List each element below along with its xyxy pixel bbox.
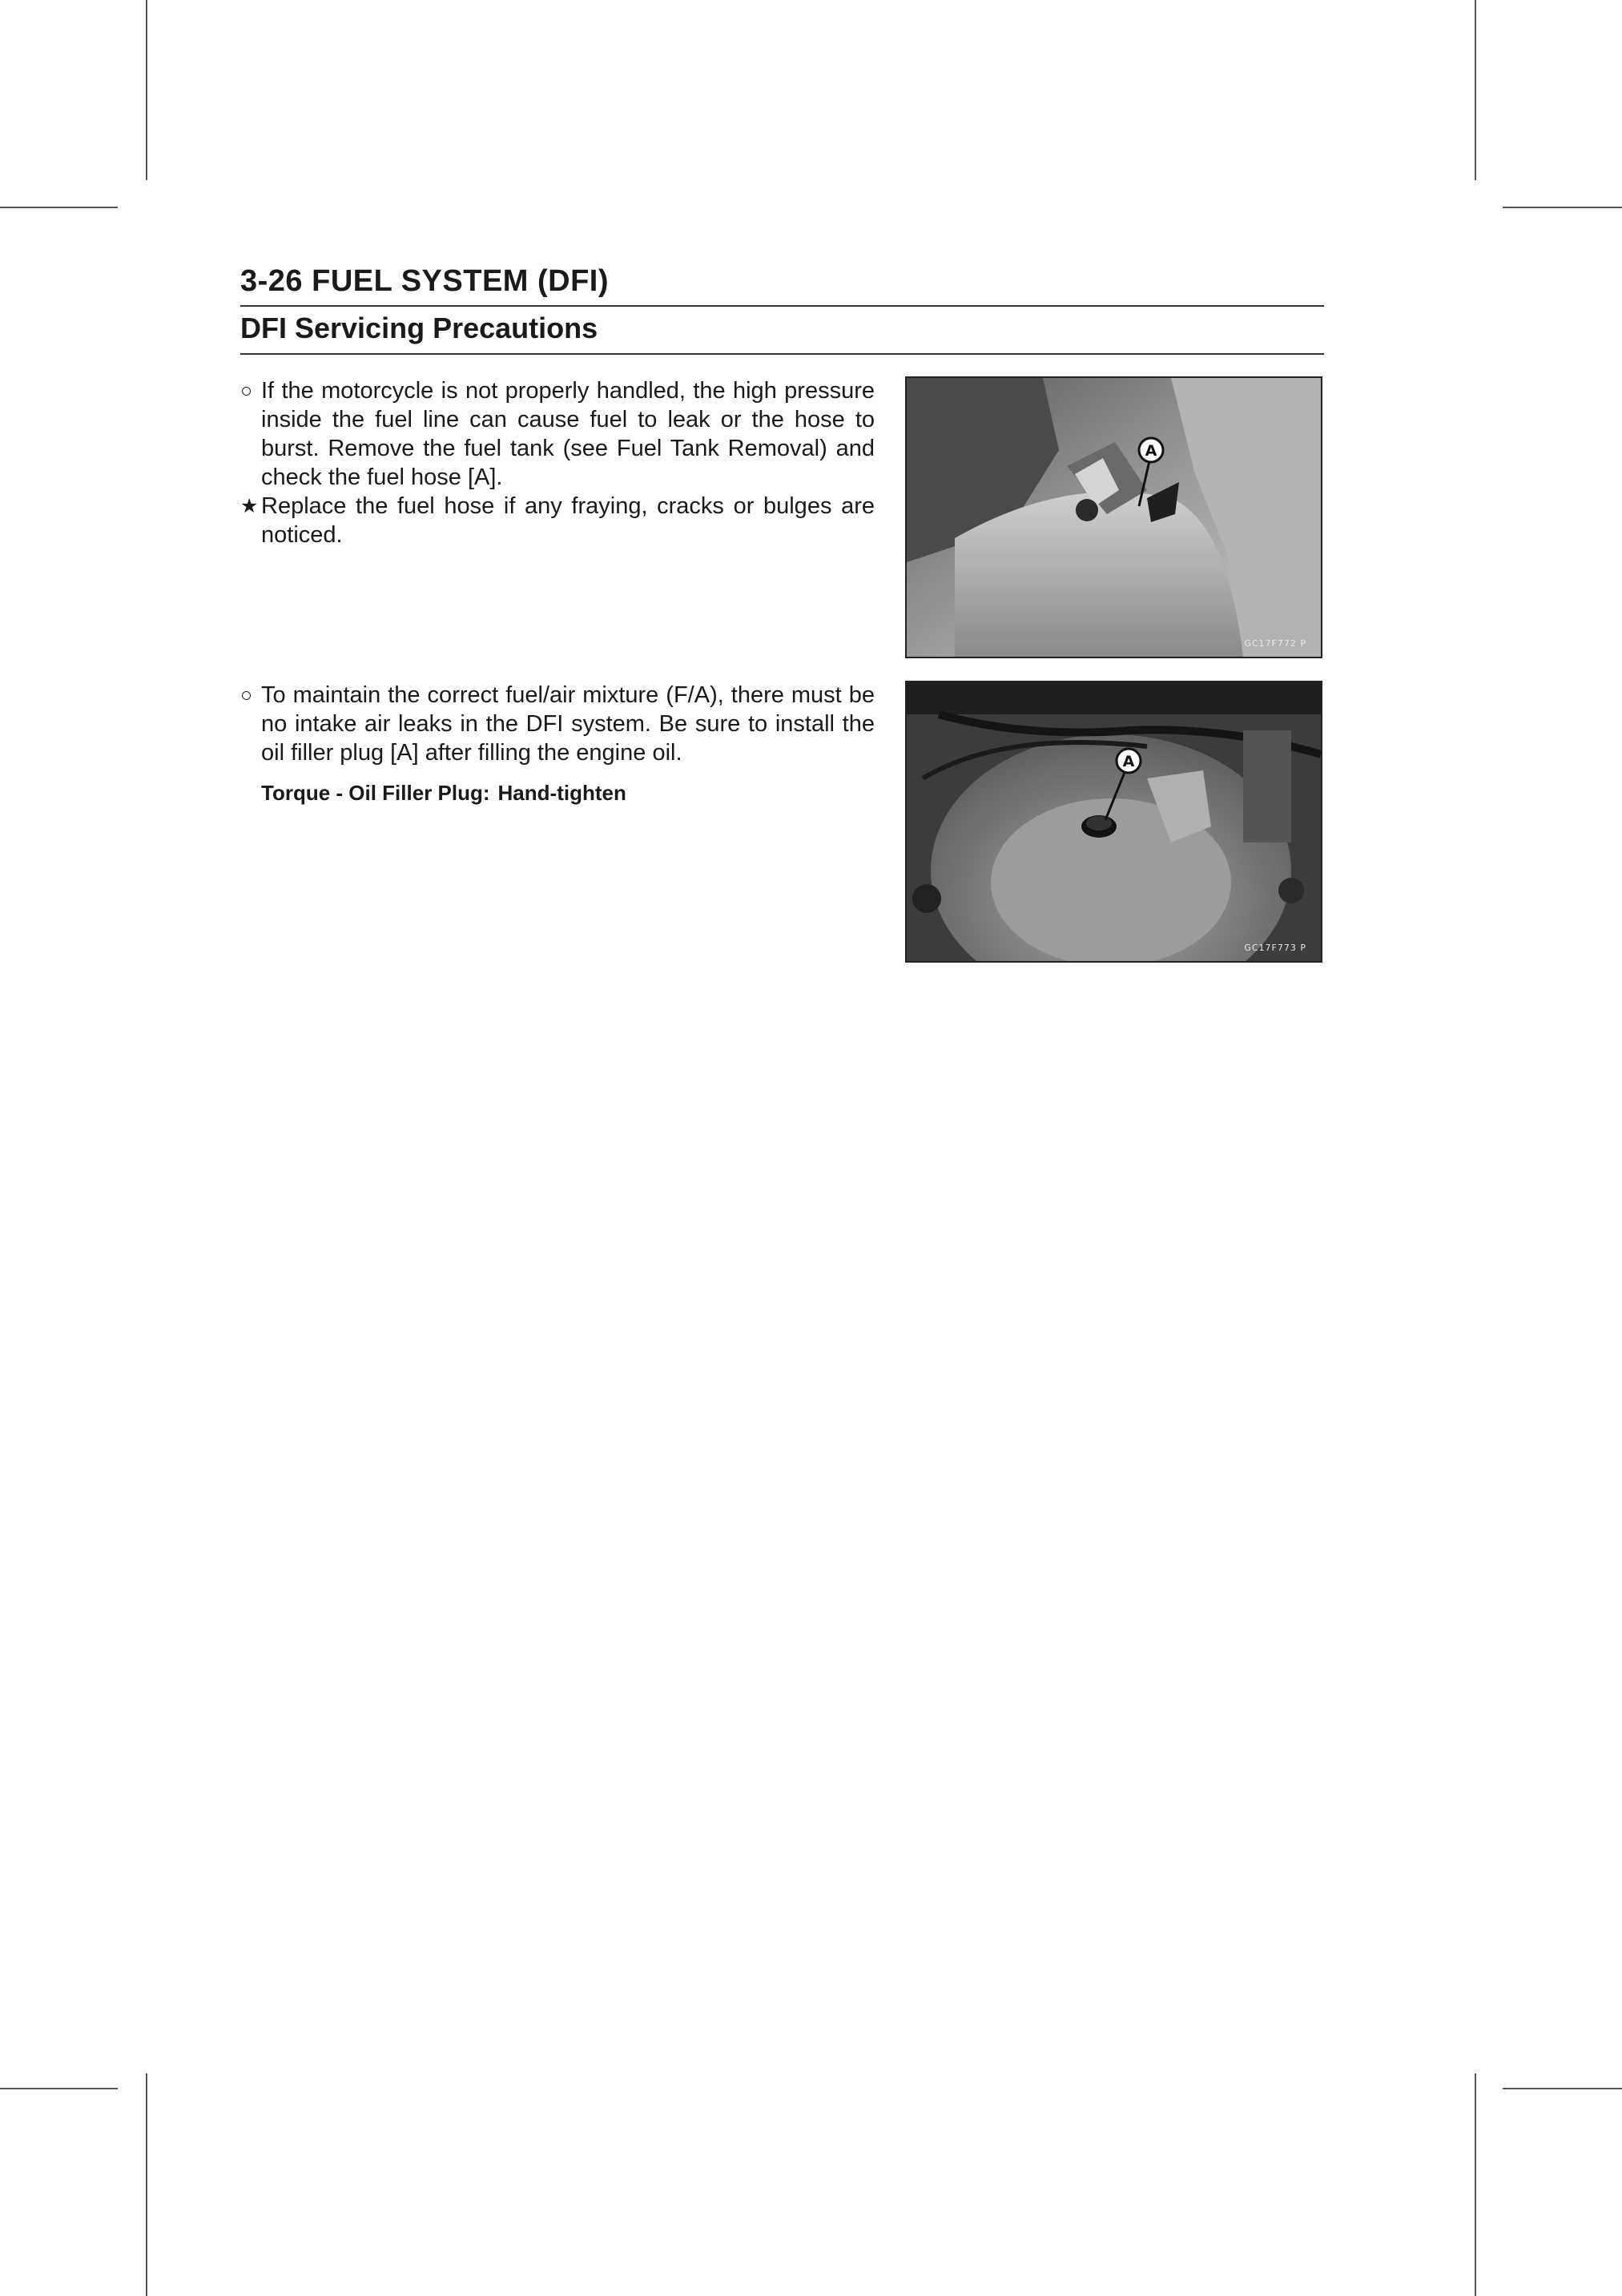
crop-mark [146, 0, 147, 180]
chapter-title: 3-26 FUEL SYSTEM (DFI) [240, 264, 1324, 307]
fuel-hose-text [240, 376, 875, 549]
fuel-hose-block [240, 376, 1324, 661]
crop-mark [0, 207, 118, 208]
crop-mark [1503, 207, 1622, 208]
figure-code: GC17F772 P [1244, 638, 1306, 649]
callout-a-label: A [1122, 753, 1135, 770]
crop-mark [1503, 2088, 1622, 2089]
instruction-text: Replace the fuel hose if any fraying, cracks or bulges are noticed. [261, 493, 875, 548]
section-title: DFI Servicing Precautions [240, 307, 1324, 355]
list-item [240, 492, 875, 549]
crop-mark [1475, 2073, 1476, 2296]
crop-mark [0, 2088, 118, 2089]
torque-label: Torque - Oil Filler Plug: [261, 781, 490, 805]
instruction-text: If the motorcycle is not properly handled, the high pressure inside the fuel line can cause fuel to leak or the hose to burst. Remove the fuel tank (see Fuel Tank Removal) and check the fuel hose [A]. [261, 378, 875, 490]
page-header [240, 264, 1324, 355]
fuel-hose-photo [905, 376, 1322, 658]
star-bullet-icon: ★ [240, 495, 259, 517]
circle-bullet-icon: ○ [240, 380, 253, 402]
figure-code: GC17F773 P [1244, 943, 1306, 953]
list-item [240, 376, 875, 492]
instruction-text: To maintain the correct fuel/air mixture (F/A), there must be no intake air leaks in the DFI system. Be sure to install the oil filler plug [A] after filling the engine oil. [261, 682, 875, 766]
torque-value: Hand-tighten [497, 781, 626, 805]
torque-spec [240, 778, 875, 807]
callout-a-label: A [1145, 442, 1157, 460]
oil-filler-block [240, 681, 1324, 966]
oil-filler-photo [905, 681, 1322, 963]
oil-filler-text [240, 681, 875, 807]
circle-bullet-icon: ○ [240, 684, 253, 706]
crop-mark [1475, 0, 1476, 180]
crop-mark [146, 2073, 147, 2296]
list-item [240, 681, 875, 767]
